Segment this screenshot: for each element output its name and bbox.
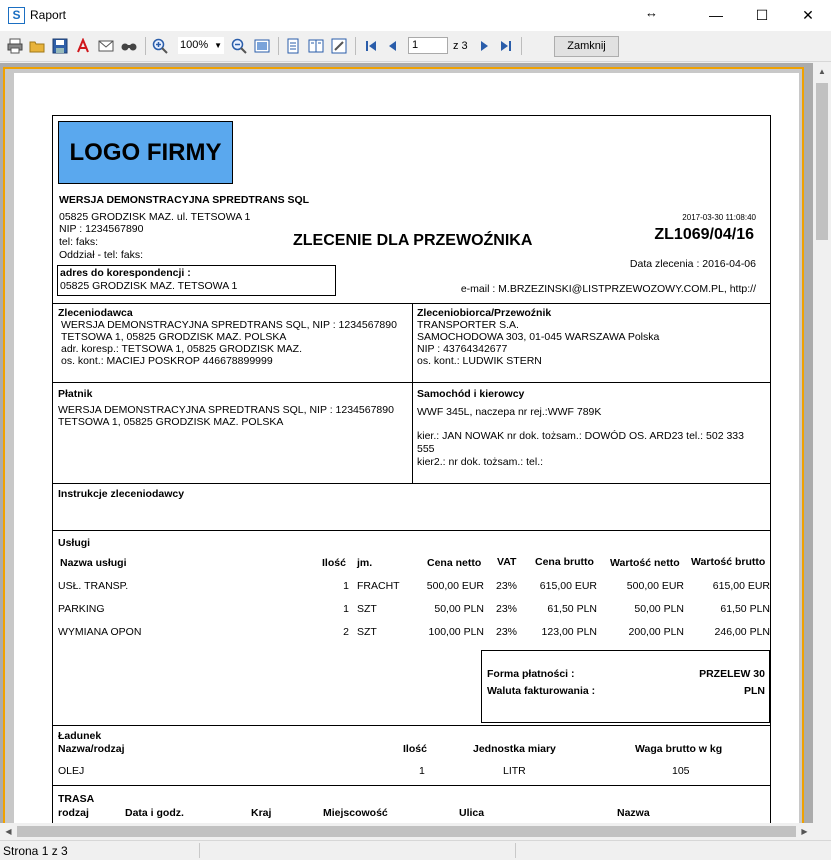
cargo-cell: LITR bbox=[503, 765, 526, 777]
service-cell: 23% bbox=[496, 580, 518, 592]
find-icon[interactable] bbox=[120, 37, 138, 55]
services-header: Wartość brutto bbox=[691, 556, 766, 568]
close-report-button[interactable]: Zamknij bbox=[554, 36, 619, 57]
carrier-line: SAMOCHODOWA 303, 01-045 WARSZAWA Polska bbox=[417, 331, 660, 343]
vertical-scrollbar[interactable] bbox=[813, 63, 831, 823]
print-timestamp: 2017-03-30 11:08:40 bbox=[682, 213, 756, 222]
maximize-button[interactable]: ☐ bbox=[755, 7, 769, 23]
resize-arrows-icon[interactable]: ↔ bbox=[645, 5, 658, 20]
open-icon[interactable] bbox=[28, 37, 46, 55]
service-cell: 23% bbox=[496, 603, 518, 615]
payment-form-value: PRZELEW 30 bbox=[699, 668, 765, 680]
horizontal-scrollbar[interactable] bbox=[0, 823, 813, 840]
payer-label: Płatnik bbox=[58, 388, 93, 400]
vertical-scroll-thumb[interactable] bbox=[816, 83, 828, 240]
toolbar-separator bbox=[355, 37, 356, 55]
route-label: TRASA bbox=[58, 793, 95, 805]
route-header: Data i godz. bbox=[125, 807, 184, 819]
close-window-button[interactable]: ✕ bbox=[802, 7, 814, 23]
scroll-corner bbox=[813, 823, 831, 840]
zoom-select[interactable]: 100% ▼ bbox=[178, 37, 224, 54]
zoom-out-icon[interactable] bbox=[230, 37, 248, 55]
service-cell: WYMIANA OPON bbox=[58, 626, 142, 638]
service-cell: 500,00 EUR bbox=[426, 580, 484, 592]
payment-box bbox=[481, 650, 770, 723]
single-page-icon[interactable] bbox=[284, 37, 302, 55]
ordering-party-line: TETSOWA 1, 05825 GRODZISK MAZ. POLSKA bbox=[61, 331, 287, 343]
cargo-cell: OLEJ bbox=[58, 765, 85, 777]
ordering-party-line: WERSJA DEMONSTRACYJNA SPREDTRANS SQL, NIP : 1234567890 bbox=[61, 319, 397, 331]
service-cell: FRACHT bbox=[357, 580, 400, 592]
divider bbox=[53, 785, 770, 786]
company-tel: tel: faks: bbox=[59, 236, 99, 248]
company-address: 05825 GRODZISK MAZ. ul. TETSOWA 1 bbox=[59, 211, 251, 223]
route-header: Ulica bbox=[459, 807, 485, 819]
carrier-label: Zleceniobiorca/Przewoźnik bbox=[417, 307, 552, 319]
service-cell: 61,50 PLN bbox=[547, 603, 597, 615]
window-title: Raport bbox=[30, 8, 67, 22]
report-viewer[interactable] bbox=[0, 63, 813, 823]
correspondence-box bbox=[57, 265, 336, 296]
divider bbox=[53, 483, 770, 484]
correspondence-address: 05825 GRODZISK MAZ. TETSOWA 1 bbox=[60, 280, 238, 292]
cargo-header: Jednostka miary bbox=[473, 743, 556, 755]
carrier-line: NIP : 43764342677 bbox=[417, 343, 508, 355]
driver-line: kier.: JAN NOWAK nr dok. tożsam.: DOWÓD OS. ARD23 tel.: 502 333 bbox=[417, 430, 744, 442]
service-cell: 246,00 PLN bbox=[714, 626, 770, 638]
service-cell: SZT bbox=[357, 626, 377, 638]
service-cell: 50,00 PLN bbox=[634, 603, 684, 615]
ordering-party-line: adr. koresp.: TETSOWA 1, 05825 GRODZISK MAZ. bbox=[61, 343, 302, 355]
services-header: Cena netto bbox=[427, 557, 482, 569]
services-header: Nazwa usługi bbox=[60, 557, 127, 569]
ordering-party-line: os. kont.: MACIEJ POSKROP 446678899999 bbox=[61, 355, 273, 367]
minimize-button[interactable]: — bbox=[709, 7, 723, 23]
order-document bbox=[52, 115, 771, 823]
ordering-party-label: Zleceniodawca bbox=[58, 307, 133, 319]
save-icon[interactable] bbox=[51, 37, 69, 55]
title-bar bbox=[0, 0, 831, 31]
settings-icon[interactable] bbox=[330, 37, 348, 55]
service-cell: 1 bbox=[343, 580, 349, 592]
service-cell: SZT bbox=[357, 603, 377, 615]
route-header: rodzaj bbox=[58, 807, 89, 819]
service-cell: 23% bbox=[496, 626, 518, 638]
page-number-input[interactable]: 1 bbox=[408, 37, 448, 54]
scroll-right-icon[interactable]: ▶ bbox=[801, 827, 808, 836]
vehicle-line: WWF 345L, naczepa nr rej.:WWF 789K bbox=[417, 406, 602, 418]
cargo-cell: 1 bbox=[419, 765, 425, 777]
service-cell: PARKING bbox=[58, 603, 105, 615]
services-header: VAT bbox=[497, 556, 517, 568]
payer-line: WERSJA DEMONSTRACYJNA SPREDTRANS SQL, NIP : 1234567890 bbox=[58, 404, 394, 416]
page-width-icon[interactable] bbox=[253, 37, 271, 55]
services-header: Cena brutto bbox=[535, 556, 594, 568]
service-cell: 1 bbox=[343, 603, 349, 615]
print-icon[interactable] bbox=[6, 37, 24, 55]
report-page bbox=[14, 73, 799, 823]
service-cell: USŁ. TRANSP. bbox=[58, 580, 129, 592]
cargo-header: Nazwa/rodzaj bbox=[58, 743, 125, 755]
carrier-line: os. kont.: LUDWIK STERN bbox=[417, 355, 542, 367]
divider bbox=[53, 725, 770, 726]
currency-label: Waluta fakturowania : bbox=[487, 685, 596, 697]
service-cell: 615,00 EUR bbox=[712, 580, 770, 592]
status-divider bbox=[515, 843, 516, 858]
instructions-label: Instrukcje zleceniodawcy bbox=[58, 488, 185, 500]
services-header: Wartość netto bbox=[610, 557, 680, 569]
carrier-line: TRANSPORTER S.A. bbox=[417, 319, 519, 331]
correspondence-label: adres do korespondencji : bbox=[60, 267, 191, 279]
order-date: Data zlecenia : 2016-04-06 bbox=[629, 258, 756, 270]
status-bar bbox=[0, 840, 831, 860]
payer-line: TETSOWA 1, 05825 GRODZISK MAZ. POLSKA bbox=[58, 416, 284, 428]
prev-page-icon[interactable] bbox=[384, 37, 402, 55]
route-header: Miejscowość bbox=[323, 807, 388, 819]
company-logo: LOGO FIRMY bbox=[58, 121, 233, 184]
scroll-left-icon[interactable]: ◀ bbox=[5, 827, 12, 836]
horizontal-scroll-thumb[interactable] bbox=[17, 826, 796, 837]
status-divider bbox=[199, 843, 200, 858]
service-cell: 61,50 PLN bbox=[720, 603, 770, 615]
toolbar bbox=[0, 31, 831, 62]
order-email: e-mail : M.BRZEZINSKI@LISTPRZEWOZOWY.COM.PL, http:// bbox=[460, 283, 756, 295]
cargo-header: Waga brutto w kg bbox=[635, 743, 723, 755]
route-header: Kraj bbox=[251, 807, 272, 819]
page-status: Strona 1 z 3 bbox=[3, 844, 68, 858]
page-total-label: z 3 bbox=[453, 40, 468, 52]
order-number: ZL1069/04/16 bbox=[654, 226, 754, 243]
service-cell: 2 bbox=[343, 626, 349, 638]
cargo-header: Ilość bbox=[403, 743, 427, 755]
pdf-icon[interactable] bbox=[74, 37, 92, 55]
toolbar-separator bbox=[521, 37, 522, 55]
next-page-icon[interactable] bbox=[475, 37, 493, 55]
scroll-up-icon[interactable]: ▲ bbox=[818, 67, 826, 76]
vehicle-label: Samochód i kierowcy bbox=[417, 388, 525, 400]
page-frame bbox=[3, 67, 804, 823]
company-branch: Oddział - tel: faks: bbox=[59, 249, 144, 261]
divider bbox=[53, 530, 770, 531]
toolbar-separator bbox=[145, 37, 146, 55]
toolbar-separator bbox=[278, 37, 279, 55]
multi-page-icon[interactable] bbox=[307, 37, 325, 55]
chevron-down-icon: ▼ bbox=[214, 41, 222, 50]
last-page-icon[interactable] bbox=[497, 37, 515, 55]
service-cell: 100,00 PLN bbox=[428, 626, 484, 638]
cargo-label: Ładunek bbox=[58, 730, 102, 742]
driver-line: 555 bbox=[417, 443, 435, 455]
first-page-icon[interactable] bbox=[362, 37, 380, 55]
route-header: Nazwa bbox=[617, 807, 650, 819]
company-name: WERSJA DEMONSTRACYJNA SPREDTRANS SQL bbox=[59, 194, 310, 206]
currency-value: PLN bbox=[744, 685, 765, 697]
company-nip: NIP : 1234567890 bbox=[59, 223, 144, 235]
services-header: Ilość bbox=[322, 557, 346, 569]
app-icon: S bbox=[8, 7, 25, 24]
report-title: ZLECENIE DLA PRZEWOŹNIKA bbox=[293, 232, 533, 249]
driver-line: kier2.: nr dok. tożsam.: tel.: bbox=[417, 456, 544, 468]
zoom-in-icon[interactable] bbox=[151, 37, 169, 55]
divider bbox=[412, 303, 413, 483]
services-header: jm. bbox=[357, 557, 373, 569]
service-cell: 50,00 PLN bbox=[434, 603, 484, 615]
service-cell: 615,00 EUR bbox=[539, 580, 597, 592]
service-cell: 123,00 PLN bbox=[541, 626, 597, 638]
service-cell: 500,00 EUR bbox=[626, 580, 684, 592]
payment-form-label: Forma płatności : bbox=[487, 668, 575, 680]
divider bbox=[53, 382, 770, 383]
services-label: Usługi bbox=[58, 537, 91, 549]
cargo-cell: 105 bbox=[672, 765, 690, 777]
service-cell: 200,00 PLN bbox=[628, 626, 684, 638]
email-icon[interactable] bbox=[97, 37, 115, 55]
